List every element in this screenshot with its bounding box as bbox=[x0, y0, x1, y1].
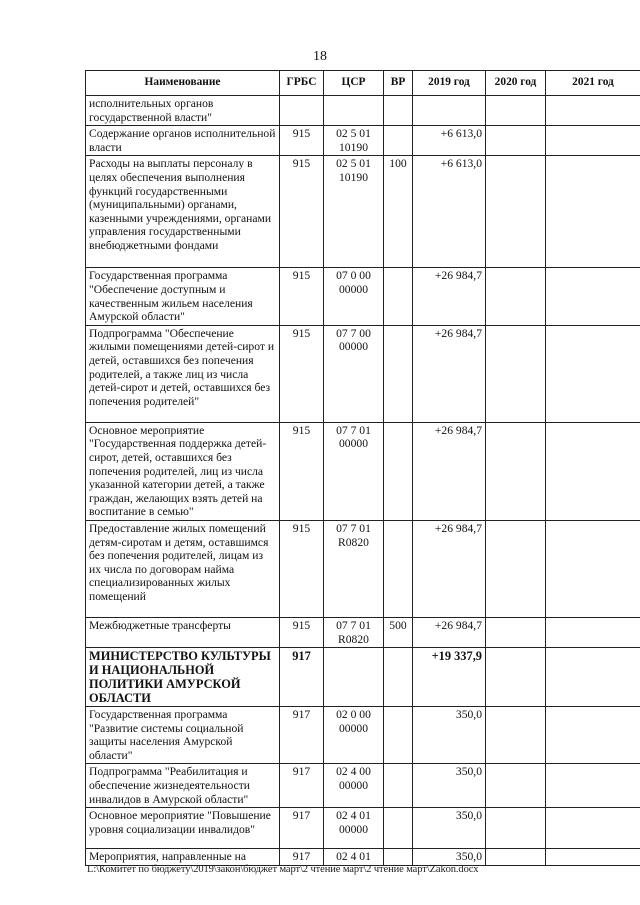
cell-2021 bbox=[546, 126, 640, 156]
table-row bbox=[86, 126, 640, 156]
cell-2020 bbox=[486, 422, 546, 520]
cell-2021 bbox=[546, 96, 640, 126]
cell-2020 bbox=[486, 520, 546, 617]
budget-table bbox=[85, 70, 640, 866]
table-row bbox=[86, 96, 640, 126]
cell-2019: +26 984,7 bbox=[413, 268, 486, 325]
cell-csr bbox=[324, 648, 384, 707]
cell-name: Основное мероприятие "Государственная поддержка детей-сирот, детей, оставшихся без попечения родителей, лиц из числа указанной категории детей, а также граждан, желающих взять детей на воспитание в семью" bbox=[86, 422, 280, 520]
table-row bbox=[86, 268, 640, 325]
cell-2020 bbox=[486, 325, 546, 422]
cell-name: Основное мероприятие "Повышение уровня социализации инвалидов" bbox=[86, 808, 280, 849]
cell-csr: 02 5 01 10190 bbox=[324, 126, 384, 156]
table-row bbox=[86, 156, 640, 268]
cell-vr bbox=[384, 808, 413, 849]
header-grbs: ГРБС bbox=[280, 71, 324, 96]
table-row bbox=[86, 520, 640, 617]
cell-2019: 350,0 bbox=[413, 808, 486, 849]
cell-vr: 100 bbox=[384, 156, 413, 268]
cell-name: Расходы на выплаты персоналу в целях обеспечения выполнения функций государственными (муниципальными) органами, казенными учреждениями, органами управления государственными внебюджетными фондами bbox=[86, 156, 280, 268]
cell-grbs: 915 bbox=[280, 422, 324, 520]
cell-2021 bbox=[546, 268, 640, 325]
table-row bbox=[86, 617, 640, 647]
cell-grbs: 915 bbox=[280, 156, 324, 268]
table-row bbox=[86, 422, 640, 520]
cell-grbs: 915 bbox=[280, 520, 324, 617]
cell-2021 bbox=[546, 325, 640, 422]
cell-vr bbox=[384, 849, 413, 866]
cell-2019: +26 984,7 bbox=[413, 422, 486, 520]
cell-2020 bbox=[486, 96, 546, 126]
cell-csr: 07 0 00 00000 bbox=[324, 268, 384, 325]
cell-2020 bbox=[486, 126, 546, 156]
cell-2021 bbox=[546, 617, 640, 647]
cell-2021 bbox=[546, 764, 640, 808]
cell-2020 bbox=[486, 648, 546, 707]
cell-csr: 02 0 00 00000 bbox=[324, 707, 384, 764]
page-number: 18 bbox=[313, 49, 327, 64]
cell-2020 bbox=[486, 156, 546, 268]
cell-2020 bbox=[486, 268, 546, 325]
cell-csr: 02 4 01 00000 bbox=[324, 808, 384, 849]
table-header-row bbox=[86, 71, 640, 96]
cell-vr bbox=[384, 126, 413, 156]
cell-name: Государственная программа "Обеспечение доступным и качественным жильем населения Амурской области" bbox=[86, 268, 280, 325]
table-row bbox=[86, 808, 640, 849]
cell-csr bbox=[324, 96, 384, 126]
cell-2019: 350,0 bbox=[413, 849, 486, 866]
cell-name: Предоставление жилых помещений детям-сиротам и детям, оставшимся без попечения родителей, лицам из их числа по договорам найма специализированных жилых помещений bbox=[86, 520, 280, 617]
table-body bbox=[86, 96, 640, 866]
header-2021: 2021 год bbox=[546, 71, 640, 96]
cell-2021 bbox=[546, 808, 640, 849]
cell-2019: 350,0 bbox=[413, 764, 486, 808]
cell-grbs: 917 bbox=[280, 849, 324, 866]
table-row bbox=[86, 849, 640, 866]
header-vr: ВР bbox=[384, 71, 413, 96]
cell-name: Государственная программа "Развитие системы социальной защиты населения Амурской области" bbox=[86, 707, 280, 764]
file-path-footer: L:\Комитет по бюджету\2019\закон\бюджет март\2 чтение март\2 чтение март\Zakon.docx bbox=[87, 864, 479, 875]
table-row-ministry bbox=[86, 648, 640, 707]
cell-grbs: 915 bbox=[280, 268, 324, 325]
cell-grbs: 917 bbox=[280, 648, 324, 707]
cell-2021 bbox=[546, 520, 640, 617]
cell-2021 bbox=[546, 648, 640, 707]
cell-name: Содержание органов исполнительной власти bbox=[86, 126, 280, 156]
cell-vr bbox=[384, 422, 413, 520]
cell-csr: 07 7 00 00000 bbox=[324, 325, 384, 422]
cell-2021 bbox=[546, 849, 640, 866]
table-row bbox=[86, 764, 640, 808]
cell-name: Мероприятия, направленные на bbox=[86, 849, 280, 866]
cell-grbs: 917 bbox=[280, 808, 324, 849]
cell-csr: 02 4 01 bbox=[324, 849, 384, 866]
cell-csr: 02 4 00 00000 bbox=[324, 764, 384, 808]
cell-name: МИНИСТЕРСТВО КУЛЬТУРЫ И НАЦИОНАЛЬНОЙ ПОЛИТИКИ АМУРСКОЙ ОБЛАСТИ bbox=[86, 648, 280, 707]
cell-grbs: 917 bbox=[280, 707, 324, 764]
cell-grbs bbox=[280, 96, 324, 126]
cell-2021 bbox=[546, 422, 640, 520]
table-row bbox=[86, 325, 640, 422]
cell-vr bbox=[384, 764, 413, 808]
cell-2019: +26 984,7 bbox=[413, 325, 486, 422]
cell-name: Межбюджетные трансферты bbox=[86, 617, 280, 647]
cell-2019: 350,0 bbox=[413, 707, 486, 764]
cell-2020 bbox=[486, 808, 546, 849]
cell-2019: +26 984,7 bbox=[413, 617, 486, 647]
cell-grbs: 915 bbox=[280, 325, 324, 422]
cell-csr: 07 7 01 R0820 bbox=[324, 520, 384, 617]
cell-2020 bbox=[486, 617, 546, 647]
header-2019: 2019 год bbox=[413, 71, 486, 96]
cell-csr: 07 7 01 00000 bbox=[324, 422, 384, 520]
cell-name: Подпрограмма "Обеспечение жилыми помещениями детей-сирот и детей, оставшихся без попечения родителей, а также лиц из числа детей-сирот и детей, оставшихся без попечения родителей" bbox=[86, 325, 280, 422]
cell-vr: 500 bbox=[384, 617, 413, 647]
cell-name: исполнительных органов государственной власти" bbox=[86, 96, 280, 126]
cell-2019: +6 613,0 bbox=[413, 156, 486, 268]
cell-vr bbox=[384, 648, 413, 707]
cell-2020 bbox=[486, 764, 546, 808]
cell-2021 bbox=[546, 156, 640, 268]
cell-grbs: 915 bbox=[280, 617, 324, 647]
header-name: Наименование bbox=[86, 71, 280, 96]
cell-csr: 07 7 01 R0820 bbox=[324, 617, 384, 647]
cell-vr bbox=[384, 268, 413, 325]
cell-name: Подпрограмма "Реабилитация и обеспечение жизнедеятельности инвалидов в Амурской области" bbox=[86, 764, 280, 808]
cell-vr bbox=[384, 520, 413, 617]
cell-vr bbox=[384, 707, 413, 764]
cell-vr bbox=[384, 96, 413, 126]
cell-2019: +26 984,7 bbox=[413, 520, 486, 617]
cell-2019: +6 613,0 bbox=[413, 126, 486, 156]
header-csr: ЦСР bbox=[324, 71, 384, 96]
cell-grbs: 917 bbox=[280, 764, 324, 808]
cell-2019 bbox=[413, 96, 486, 126]
cell-csr: 02 5 01 10190 bbox=[324, 156, 384, 268]
cell-2020 bbox=[486, 707, 546, 764]
cell-2020 bbox=[486, 849, 546, 866]
cell-2021 bbox=[546, 707, 640, 764]
cell-grbs: 915 bbox=[280, 126, 324, 156]
table-row bbox=[86, 707, 640, 764]
cell-vr bbox=[384, 325, 413, 422]
cell-2019: +19 337,9 bbox=[413, 648, 486, 707]
header-2020: 2020 год bbox=[486, 71, 546, 96]
